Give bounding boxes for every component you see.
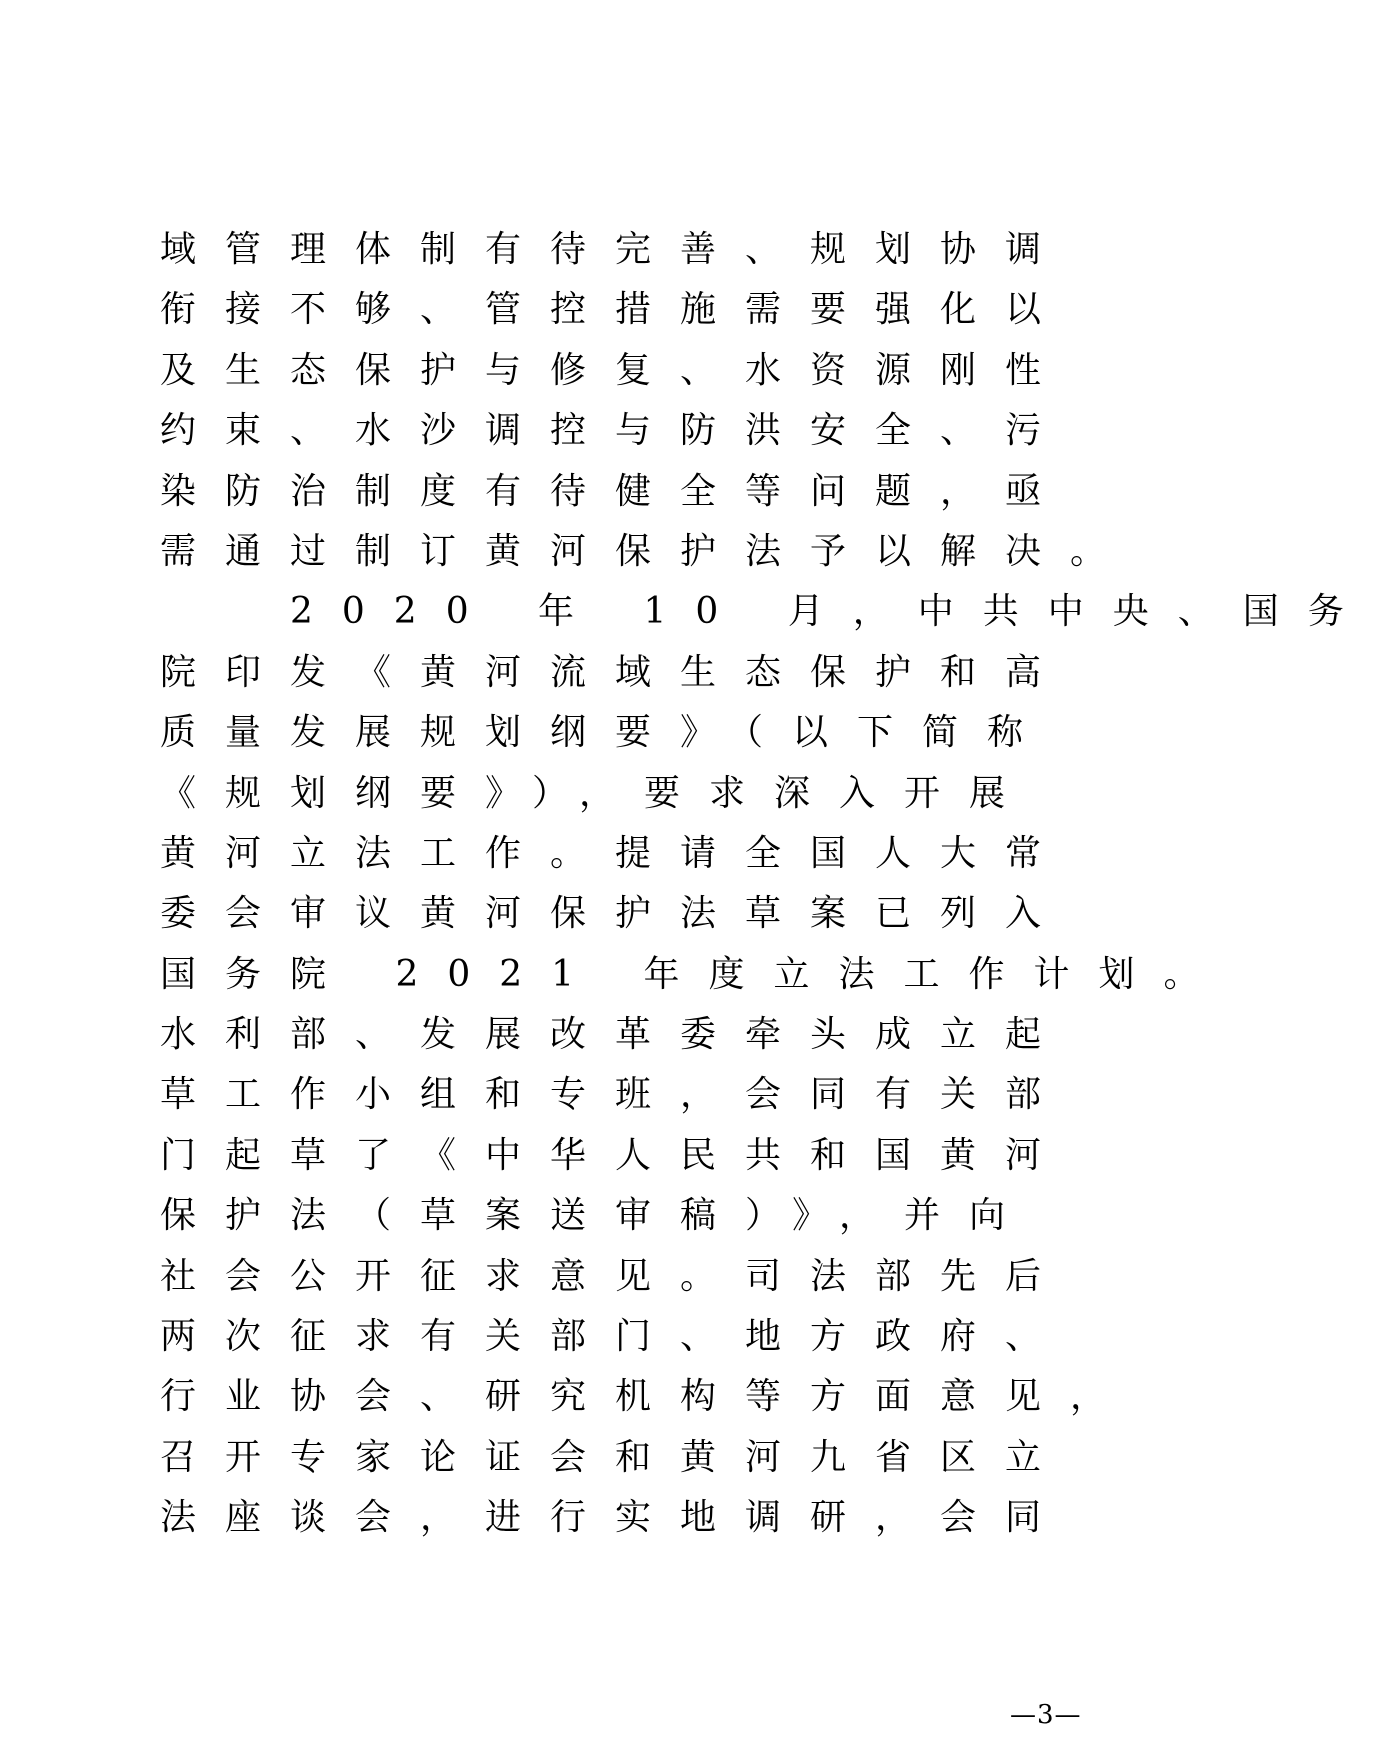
text-line: 社会公开征求意见。司法部先后 — [160, 1255, 1071, 1297]
text-line: 院印发《黄河流域生态保护和高 — [160, 651, 1071, 693]
text-line: 门起草了《中华人民共和国黄河 — [160, 1134, 1071, 1176]
text-line: 委会审议黄河保护法草案已列入 — [160, 893, 1071, 935]
text-line: 召开专家论证会和黄河九省区立 — [160, 1436, 1071, 1478]
text-line: 草工作小组和专班，会同有关部 — [160, 1074, 1071, 1116]
text-line: 质量发展规划纲要》（以下简称 — [160, 712, 1053, 754]
text-line: 2020 年 10 月，中共中央、国务 — [160, 591, 1373, 633]
text-line: 衔接不够、管控措施需要强化以 — [160, 289, 1071, 331]
text-line: 及生态保护与修复、水资源刚性 — [160, 349, 1071, 391]
text-line: 保护法（草案送审稿）》，并向 — [160, 1195, 1035, 1237]
body-text — [160, 220, 1373, 1549]
page-number: —3— — [1010, 1700, 1082, 1730]
text-line: 需通过制订黄河保护法予以解决。 — [160, 530, 1136, 572]
text-line: 《规划纲要》），要求深入开展 — [160, 772, 1035, 814]
text-line: 水利部、发展改革委牵头成立起 — [160, 1014, 1071, 1056]
text-line: 行业协会、研究机构等方面意见， — [160, 1376, 1136, 1418]
text-line: 两次征求有关部门、地方政府、 — [160, 1316, 1071, 1358]
text-line: 域管理体制有待完善、规划协调 — [160, 229, 1071, 270]
text-line: 国务院 2021 年度立法工作计划。 — [160, 953, 1229, 995]
text-line: 黄河立法工作。提请全国人大常 — [160, 832, 1071, 874]
text-line: 约束、水沙调控与防洪安全、污 — [160, 410, 1071, 452]
text-line: 染防治制度有待健全等问题，亟 — [160, 470, 1071, 512]
text-line: 法座谈会，进行实地调研，会同 — [160, 1497, 1071, 1539]
